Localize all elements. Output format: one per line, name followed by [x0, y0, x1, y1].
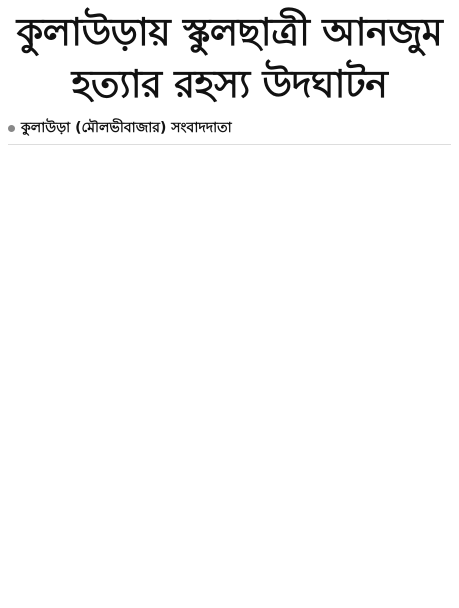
dateline-text: কুলাউড়া (মৌলভীবাজার) সংবাদদাতা	[21, 120, 232, 136]
headline-line: হত্যার রহস্য উদঘাটন	[71, 62, 388, 106]
bullet-icon	[8, 125, 15, 132]
article-body	[8, 144, 451, 149]
headline-line: কুলাউড়ায় স্কুলছাত্রী আনজুম	[16, 10, 443, 54]
headline	[8, 6, 451, 110]
dateline	[8, 118, 451, 138]
